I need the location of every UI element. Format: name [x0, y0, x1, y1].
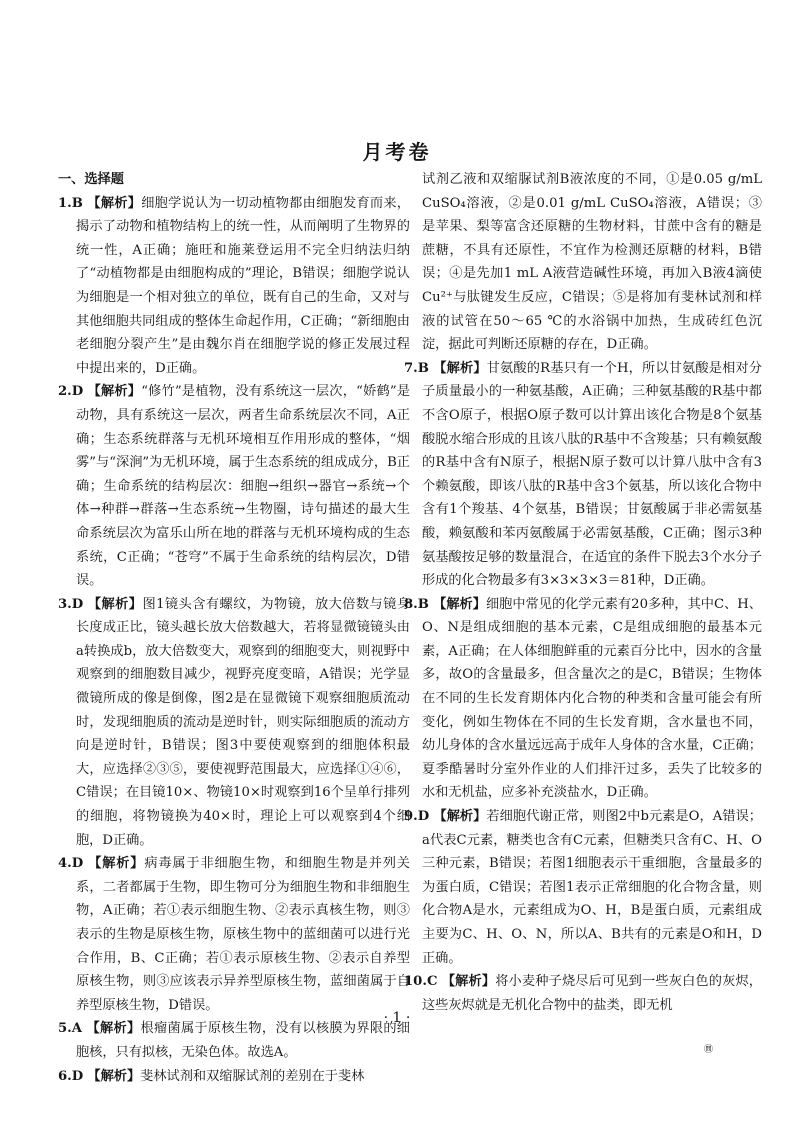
answer-text: “修竹”是植物，没有系统这一层次，“娇鹤”是动物，具有系统这一层次，两者生命系统层次不同，A正确；生态系统群落与无机环境相互作用形成的整体，“烟雾”与“深涧”为无机环境，属于生态系统的组成成分，B正确；生命系统的结构层次：细胞→组织→器官→系统→个体→种群→群落→生态系统→生物圈，诗句描述的最大生命系统层次为富乐山所在地的群落与无机环境构成的生态系统，C正确；“苍穹”不属于生命系统的结构层次，D错误。 [76, 384, 411, 589]
analysis-tag: 【解析】 [433, 360, 487, 376]
page-title: 月考卷 [362, 140, 432, 164]
answer-item [58, 380, 410, 592]
page-number: · 1 · [383, 1010, 411, 1026]
answer-item [404, 593, 762, 805]
answer-text: 斐林试剂和双缩脲试剂的差别在于斐林 [140, 1068, 365, 1084]
answer-key: 9.D [404, 809, 430, 825]
analysis-tag: 【解析】 [441, 974, 496, 990]
answer-text: 甘氨酸的R基只有一个H，所以甘氨酸是相对分子质量最小的一种氨基酸，A正确；三种氨基酸的R基中都不含O原子，根据O原子数可以计算出该化合物是8个氨基酸脱水缩合形成的且该八肽的R基中不含羧基；只有赖氨酸的R基中含有N原子，根据N原子数可以计算八肽中含有3个赖氨酸，即该八肽的R基中含3个氨基，所以该化合物中含有1个羧基、4个氨基，B错误；甘氨酸属于非必需氨基酸，赖氨酸和苯丙氨酸属于必需氨基酸，C正确；图示3种氨基酸按足够的数量混合，在适宜的条件下脱去3个水分子形成的化合物最多有3×3×3×3＝81种，D正确。 [422, 360, 762, 589]
analysis-tag: 【解析】 [87, 384, 142, 400]
answer-key: 1.B [58, 195, 83, 211]
right-column [404, 168, 762, 1017]
answer-key: 10.C [404, 974, 438, 990]
analysis-tag: 【解析】 [87, 596, 143, 612]
answer-key: 5.A [58, 1021, 82, 1037]
answer-text: 将小麦种子烧尽后可见到一些灰白色的灰烬，这些灰烬就是无机化合物中的盐类，即无机 [422, 974, 762, 1013]
answer-item [58, 852, 410, 1017]
section-heading: 一、选择题 [58, 172, 124, 187]
answer-continuation: 试剂乙液和双缩脲试剂B液浓度的不同，①是0.05 g/mL CuSO₄溶液，②是0.01 g/mL CuSO₄溶液，A错误；③是苹果、梨等富含还原糖的生物材料，甘蔗中含有的糖是蔗糖，不具有还原性，不宜作为检测还原糖的材料，B错误；④是先加1 mL A液营造碱性环境，再加入B液4滴使Cu²⁺与肽键发生反应，C错误；⑤是将加有斐林试剂和样液的试管在50～65 ℃的水浴锅中加热，生成砖红色沉淀，据此可判断还原糖的存在，D正确。 [422, 172, 762, 353]
analysis-tag: 【解析】 [86, 1021, 141, 1037]
left-column [58, 168, 410, 1088]
answer-key: 2.D [58, 384, 84, 400]
answer-item [58, 593, 410, 853]
analysis-tag: 【解析】 [433, 809, 487, 825]
answer-item [58, 192, 410, 381]
answer-text: 根瘤菌属于原核生物，没有以核膜为界限的细胞核，只有拟核，无染色体。故选A。 [76, 1021, 410, 1060]
corner-mark: ㉄ [704, 1045, 714, 1055]
answer-text: 病毒属于非细胞生物，和细胞生物是并列关系，二者都属于生物，即生物可分为细胞生物和非细胞生物，A正确；若①表示细胞生物、②表示真核生物，则③表示的生物是原核生物，原核生物中的蓝细菌可以进行光合作用，B、C正确；若①表示原核生物、②表示自养型原核生物，则③应该表示异养型原核生物，蓝细菌属于自养型原核生物，D错误。 [76, 856, 410, 1013]
answer-text: 细胞学说认为一切动植物都由细胞发育而来，揭示了动物和植物结构上的统一性，从而阐明了生物界的统一性，A正确；施旺和施莱登运用不完全归纳法归纳了“动植物都是由细胞构成的”理论，B错误；细胞学说认为细胞是一个相对独立的单位，既有自己的生命，又对与其他细胞共同组成的整体生命起作用，C正确；“新细胞由老细胞分裂产生”是由魏尔肖在细胞学说的修正发展过程中提出来的，D正确。 [76, 195, 410, 376]
analysis-tag: 【解析】 [87, 1068, 141, 1084]
answer-key: 6.D [58, 1068, 84, 1084]
answer-item [404, 357, 762, 593]
answer-item [58, 1065, 410, 1089]
answer-text: 细胞中常见的化学元素有20多种，其中C、H、O、N是组成细胞的基本元素，C是组成细胞的最基本元素，A正确；在人体细胞鲜重的元素百分比中，因水的含量多，故O的含量最多，但含量次之的是C，B错误；生物体在不同的生长发育期体内化合物的种类和含量可能会有所变化，例如生物体在不同的生长发育期，含水量也不同，幼儿身体的含水量远远高于成年人身体的含水量，C正确；夏季酷暑时分室外作业的人们排汗过多，丢失了比较多的水和无机盐，应多补充淡盐水，D正确。 [422, 596, 762, 801]
answer-key: 3.D [58, 596, 84, 612]
answer-item [404, 805, 762, 970]
analysis-tag: 【解析】 [88, 856, 145, 872]
answer-key: 8.B [404, 596, 429, 612]
analysis-tag: 【解析】 [87, 195, 142, 211]
answer-key: 4.D [58, 856, 84, 872]
answer-text: 图1镜头含有螺纹，为物镜，放大倍数与镜身长度成正比，镜头越长放大倍数越大，若将显微镜镜头由a转换成b，放大倍数变大，观察到的细胞变大，则视野中观察到的细胞数目减少，视野亮度变暗，A错误；光学显微镜所成的像是倒像，图2是在显微镜下观察细胞质流动时，发现细胞质的流动是逆时针，则实际细胞质的流动方向是逆时针，B错误；图3中要使观察到的细胞体积最大，应选择②③⑤，要使视野范围最大，应选择①④⑥，C错误；在目镜10×、物镜10×时观察到16个呈单行排列的细胞，将物镜换为40×时，理论上可以观察到4个细胞，D正确。 [76, 596, 411, 848]
answer-key: 7.B [404, 360, 429, 376]
analysis-tag: 【解析】 [433, 596, 486, 612]
answer-text: 若细胞代谢正常，则图2中b元素是O，A错误；a代表C元素，糖类也含有C元素，但糖类只含有C、H、O三种元素，B错误；若图1细胞表示干重细胞，含量最多的为蛋白质，C错误；若图1表示正常细胞的化合物含量，则化合物A是水，元素组成为O、H，B是蛋白质，元素组成主要为C、H、O、N，所以A、B共有的元素是O和H，D正确。 [422, 809, 762, 966]
